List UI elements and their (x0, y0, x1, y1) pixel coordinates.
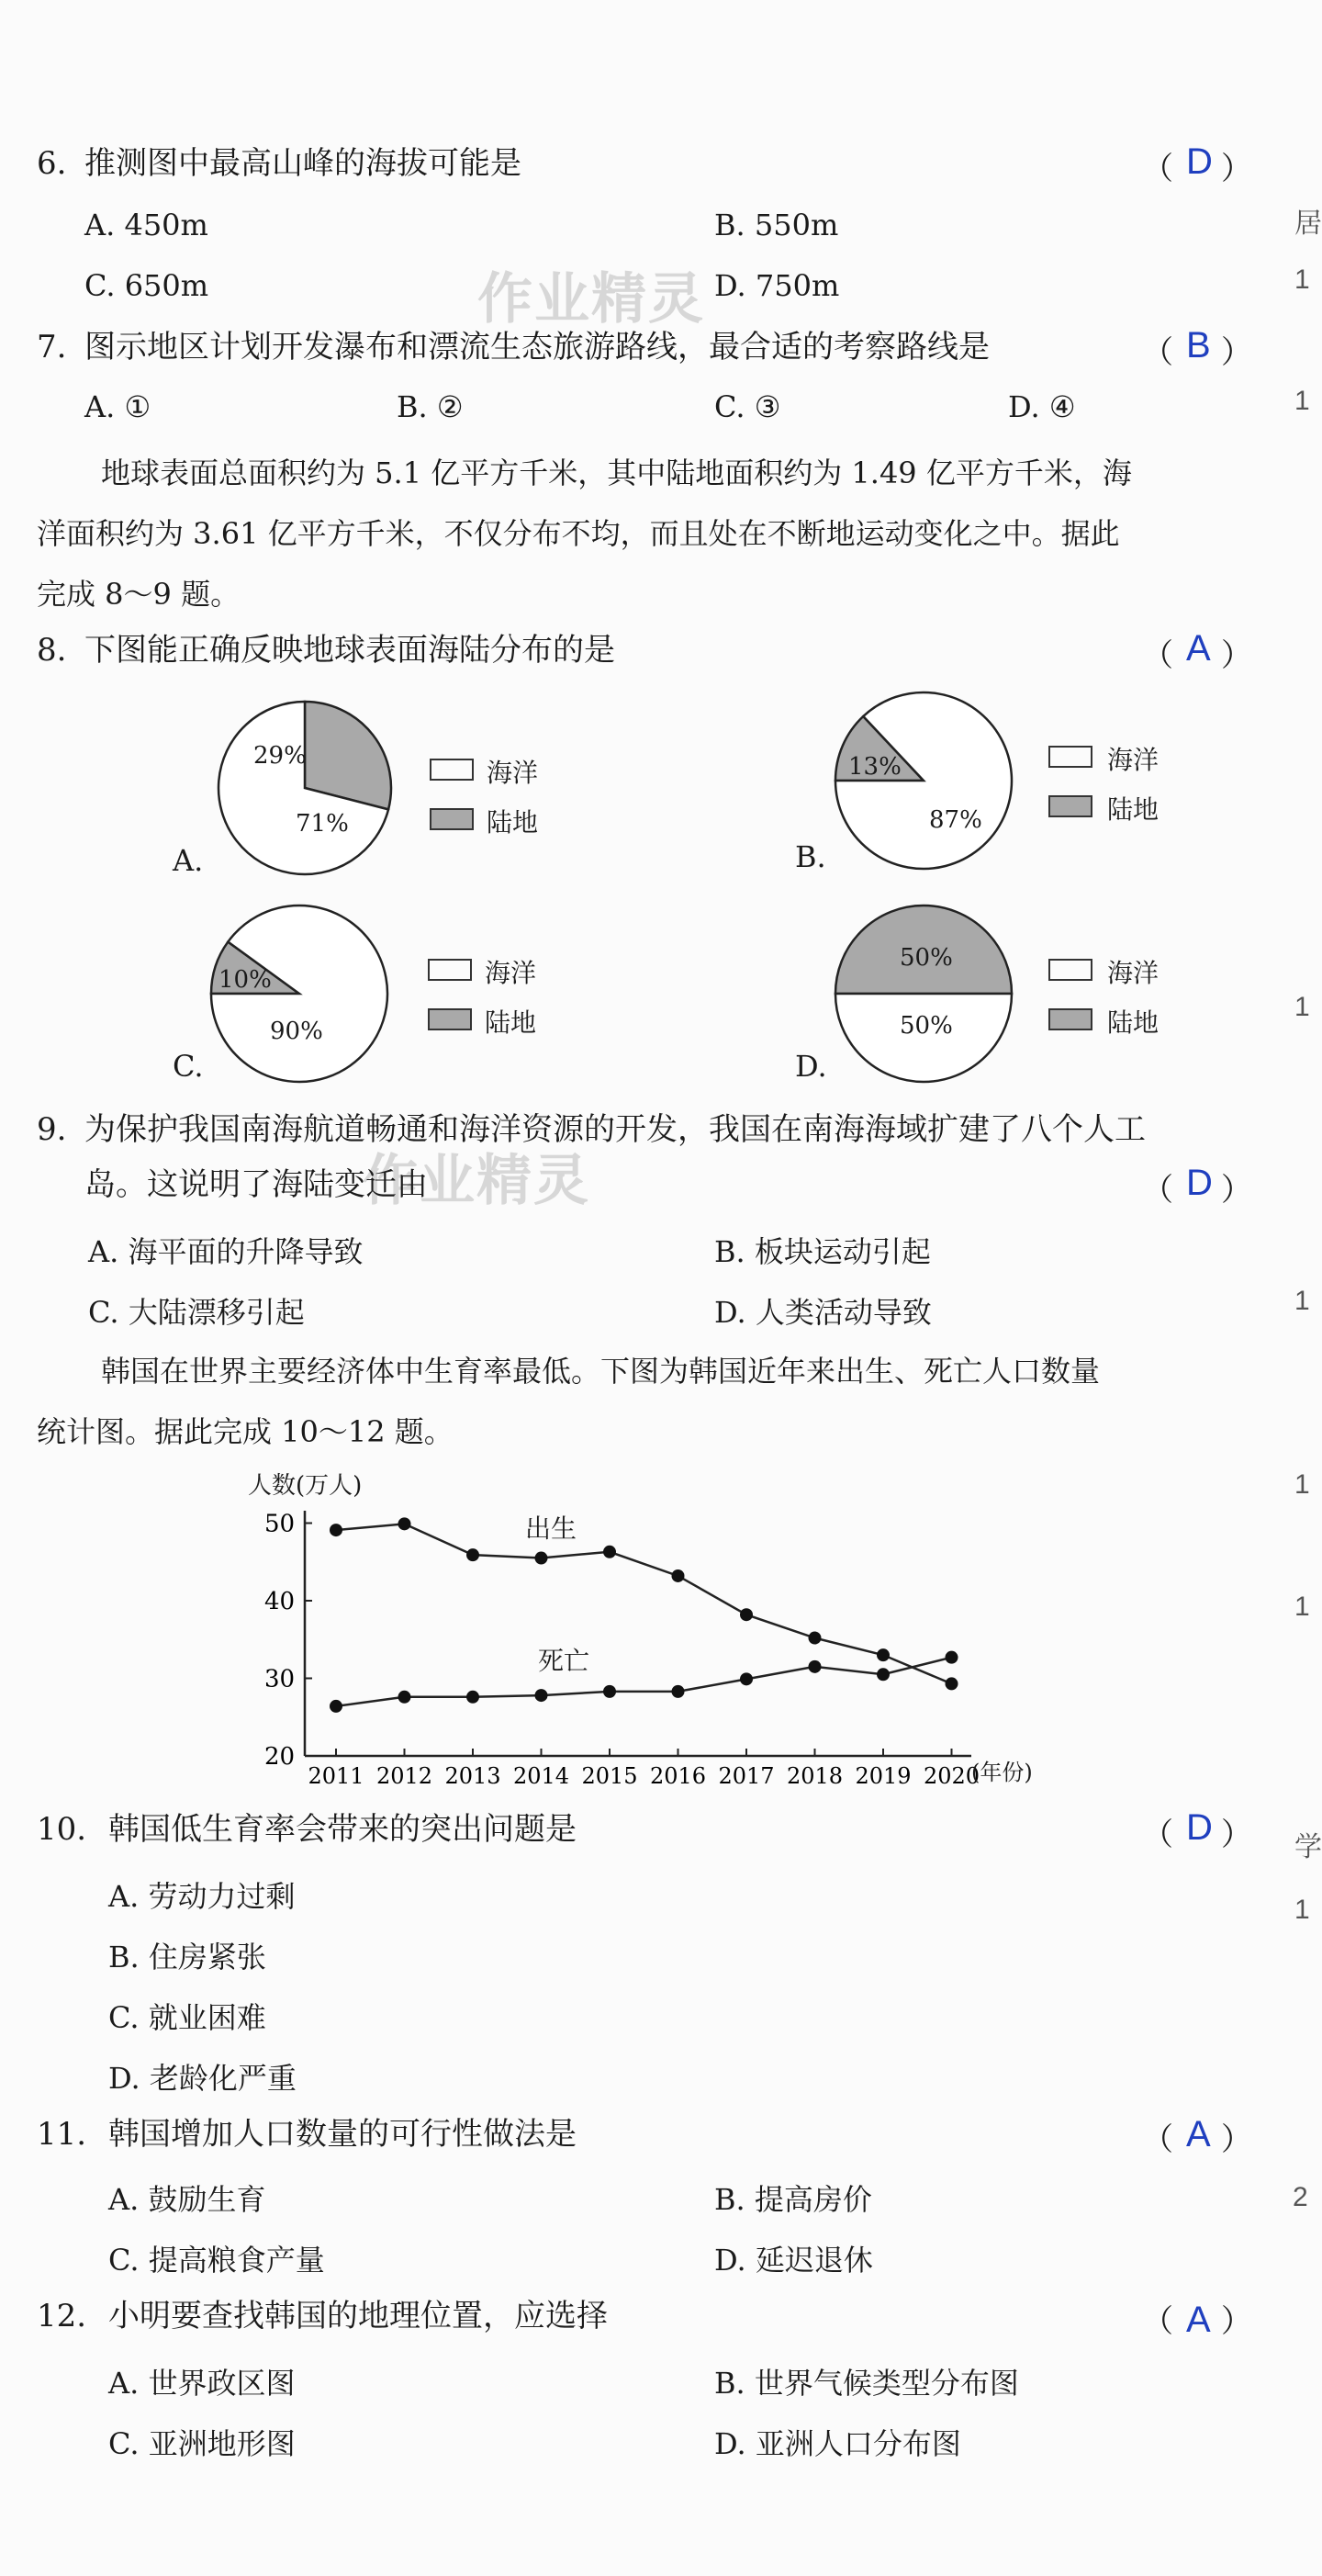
birth-point (740, 1608, 753, 1621)
q9-answer: D (1186, 1163, 1213, 1203)
edge-glyph: 1 (1294, 1469, 1310, 1500)
birth-series-label: 出生 (525, 1513, 577, 1544)
pie-a (218, 702, 391, 874)
answer-paren-open: （ (1142, 637, 1173, 674)
q9-option-a: A. 海平面的升降导致 (88, 1234, 364, 1269)
answer-paren-close: ） (1221, 1817, 1252, 1853)
q11-answer: A (1186, 2114, 1211, 2154)
x-tick-label: 2020 (923, 1763, 980, 1789)
legend-ocean-swatch (428, 959, 472, 981)
q10-option-b: B. 住房紧张 (108, 1940, 266, 1974)
birth-point (330, 1524, 342, 1536)
x-tick-label: 2014 (512, 1763, 570, 1789)
y-tick-label: 30 (264, 1665, 296, 1693)
legend-land-label: 陆地 (485, 1007, 537, 1038)
q11-option-a: A. 鼓励生育 (108, 2182, 266, 2217)
death-series-label: 死亡 (538, 1646, 590, 1676)
legend-ocean-label: 海洋 (485, 958, 537, 988)
pie-d (835, 906, 1012, 1082)
answer-paren-open: （ (1142, 151, 1173, 187)
pie-b-land-label: 13% (848, 753, 902, 781)
x-tick-label: 2018 (786, 1763, 844, 1789)
q6-option-c: C. 650m (84, 268, 209, 303)
edge-glyph: 2 (1293, 2182, 1308, 2212)
q6-answer: D (1186, 141, 1213, 182)
answer-paren-close: ） (1221, 334, 1252, 371)
q10-answer: D (1186, 1807, 1213, 1848)
q12-option-b: B. 世界气候类型分布图 (714, 2366, 1019, 2401)
answer-paren-open: （ (1142, 1817, 1173, 1853)
pie-d-ocean-label: 50% (900, 1012, 953, 1040)
q12-answer: A (1186, 2300, 1211, 2340)
legend-ocean-swatch (430, 759, 474, 781)
edge-glyph: 1 (1294, 1592, 1310, 1622)
q10-option-d: D. 老龄化严重 (108, 2061, 297, 2096)
q7-option-a: A. ① (84, 389, 151, 424)
death-point (535, 1689, 548, 1702)
q9-option-b: B. 板块运动引起 (714, 1234, 931, 1269)
q12-option-c: C. 亚洲地形图 (108, 2426, 296, 2461)
birth-point (672, 1569, 685, 1582)
pie-c-land-label: 10% (218, 966, 272, 994)
pie-d-option-label: D. (795, 1049, 827, 1084)
pie-charts (0, 0, 1310, 1102)
q11-option-b: B. 提高房价 (714, 2182, 872, 2217)
legend-ocean-swatch (1048, 746, 1092, 768)
death-point (740, 1672, 753, 1685)
q7-option-d: D. ④ (1008, 389, 1076, 424)
answer-paren-close: ） (1221, 637, 1252, 674)
passage2-line: 韩国在世界主要经济体中生育率最低。下图为韩国近年来出生、死亡人口数量 (101, 1354, 1101, 1389)
q6-number: 6. (37, 145, 67, 182)
q11-option-c: C. 提高粮食产量 (108, 2243, 325, 2278)
answer-paren-close: ） (1221, 151, 1252, 187)
q9-option-c: C. 大陆漂移引起 (88, 1295, 305, 1330)
y-tick-label: 50 (264, 1510, 296, 1538)
q9-number: 9. (37, 1111, 67, 1148)
pie-a-option-label: A. (173, 843, 204, 878)
legend-land-swatch (430, 808, 474, 830)
q6-option-d: D. 750m (714, 268, 840, 303)
legend-land-swatch (428, 1008, 472, 1030)
birth-point (466, 1548, 479, 1561)
line-chart (0, 1460, 1310, 1791)
q9-stem-line2: 岛。这说明了海陆变迁由 (84, 1166, 428, 1203)
edge-glyph: 学 (1294, 1832, 1322, 1862)
q9-option-d: D. 人类活动导致 (714, 1295, 932, 1330)
death-series-line (336, 1658, 952, 1706)
edge-glyph: 1 (1294, 1286, 1310, 1316)
q11-option-d: D. 延迟退休 (714, 2243, 873, 2278)
birth-series-line (336, 1524, 952, 1683)
y-tick-label: 20 (264, 1743, 296, 1771)
x-tick-label: 2012 (375, 1763, 433, 1789)
legend-land-swatch (1048, 795, 1092, 817)
answer-paren-close: ） (1221, 2121, 1252, 2158)
birth-point (535, 1552, 548, 1565)
legend-land-swatch (1048, 1008, 1092, 1030)
q6-option-a: A. 450m (84, 208, 208, 242)
death-point (809, 1660, 822, 1673)
q10-option-c: C. 就业困难 (108, 2000, 266, 2035)
q10-option-a: A. 劳动力过剩 (108, 1879, 296, 1914)
q7-answer: B (1186, 325, 1211, 366)
pie-a-land-label: 29% (253, 742, 307, 770)
passage1-line: 地球表面总面积约为 5.1 亿平方千米，其中陆地面积约为 1.49 亿平方千米，海 (101, 456, 1132, 490)
death-point (672, 1685, 685, 1698)
death-point (603, 1685, 616, 1698)
passage1-line: 洋面积约为 3.61 亿平方千米，不仅分布不均，而且处在不断地运动变化之中。据此 (37, 516, 1120, 551)
death-point (946, 1651, 958, 1664)
q8-stem: 下图能正确反映地球表面海陆分布的是 (84, 632, 615, 669)
x-tick-label: 2017 (718, 1763, 775, 1789)
chart-ylabel: 人数(万人) (248, 1472, 363, 1500)
answer-paren-open: （ (1142, 2121, 1173, 2158)
q6-stem: 推测图中最高山峰的海拔可能是 (84, 145, 521, 182)
q9-stem-line1: 为保护我国南海航道畅通和海洋资源的开发，我国在南海海域扩建了八个人工 (84, 1111, 1146, 1148)
passage1-line: 完成 8～9 题。 (37, 577, 241, 612)
pie-b-ocean-label: 87% (929, 806, 982, 834)
legend-ocean-swatch (1048, 959, 1092, 981)
death-point (330, 1700, 342, 1713)
answer-paren-open: （ (1142, 2303, 1173, 2340)
birth-point (398, 1517, 411, 1530)
birth-point (603, 1546, 616, 1558)
death-point (466, 1691, 479, 1704)
edge-glyph: 1 (1294, 386, 1310, 416)
edge-glyph: 1 (1294, 264, 1310, 295)
death-point (398, 1691, 411, 1704)
answer-paren-open: （ (1142, 334, 1173, 371)
q12-option-a: A. 世界政区图 (108, 2366, 296, 2401)
pie-c-ocean-label: 90% (270, 1018, 323, 1045)
legend-land-label: 陆地 (487, 807, 539, 838)
x-tick-label: 2013 (444, 1763, 501, 1789)
q11-stem: 韩国增加人口数量的可行性做法是 (108, 2116, 577, 2153)
q7-number: 7. (37, 329, 67, 366)
death-point (877, 1668, 890, 1681)
x-tick-label: 2015 (581, 1763, 638, 1789)
legend-ocean-label: 海洋 (1107, 958, 1160, 988)
q10-number: 10. (37, 1811, 87, 1848)
q7-option-c: C. ③ (714, 389, 781, 424)
legend-land-label: 陆地 (1107, 1007, 1160, 1038)
q11-number: 11. (37, 2116, 87, 2153)
pie-a-ocean-label: 71% (296, 810, 349, 838)
edge-glyph: 居 (1294, 208, 1322, 239)
q12-stem: 小明要查找韩国的地理位置，应选择 (108, 2298, 608, 2334)
q8-number: 8. (37, 632, 67, 669)
pie-c-option-label: C. (173, 1049, 204, 1084)
edge-glyph: 1 (1294, 1895, 1310, 1925)
pie-d-land-label: 50% (900, 944, 953, 972)
q7-stem: 图示地区计划开发瀑布和漂流生态旅游路线，最合适的考察路线是 (84, 329, 990, 366)
pie-b-option-label: B. (795, 839, 826, 874)
legend-ocean-label: 海洋 (1107, 745, 1160, 775)
chart-xlabel: (年份) (971, 1760, 1033, 1785)
birth-point (809, 1632, 822, 1645)
x-tick-label: 2016 (649, 1763, 707, 1789)
answer-paren-close: ） (1221, 1172, 1252, 1209)
q10-stem: 韩国低生育率会带来的突出问题是 (108, 1811, 577, 1848)
birth-point (877, 1648, 890, 1661)
q12-number: 12. (37, 2298, 87, 2334)
legend-land-label: 陆地 (1107, 794, 1160, 825)
answer-paren-open: （ (1142, 1172, 1173, 1209)
birth-point (946, 1677, 958, 1690)
answer-paren-close: ） (1221, 2303, 1252, 2340)
q7-option-b: B. ② (397, 389, 464, 424)
passage2-line: 统计图。据此完成 10～12 题。 (37, 1414, 454, 1449)
x-tick-label: 2019 (855, 1763, 912, 1789)
watermark: 作业精灵 (477, 267, 705, 332)
legend-ocean-label: 海洋 (487, 758, 539, 788)
q8-answer: A (1186, 628, 1211, 669)
y-tick-label: 40 (264, 1588, 296, 1615)
x-tick-label: 2011 (308, 1763, 364, 1789)
watermark: 作业精灵 (363, 1149, 590, 1213)
q6-option-b: B. 550m (714, 208, 839, 242)
q12-option-d: D. 亚洲人口分布图 (714, 2426, 961, 2461)
edge-glyph: 1 (1294, 992, 1310, 1022)
